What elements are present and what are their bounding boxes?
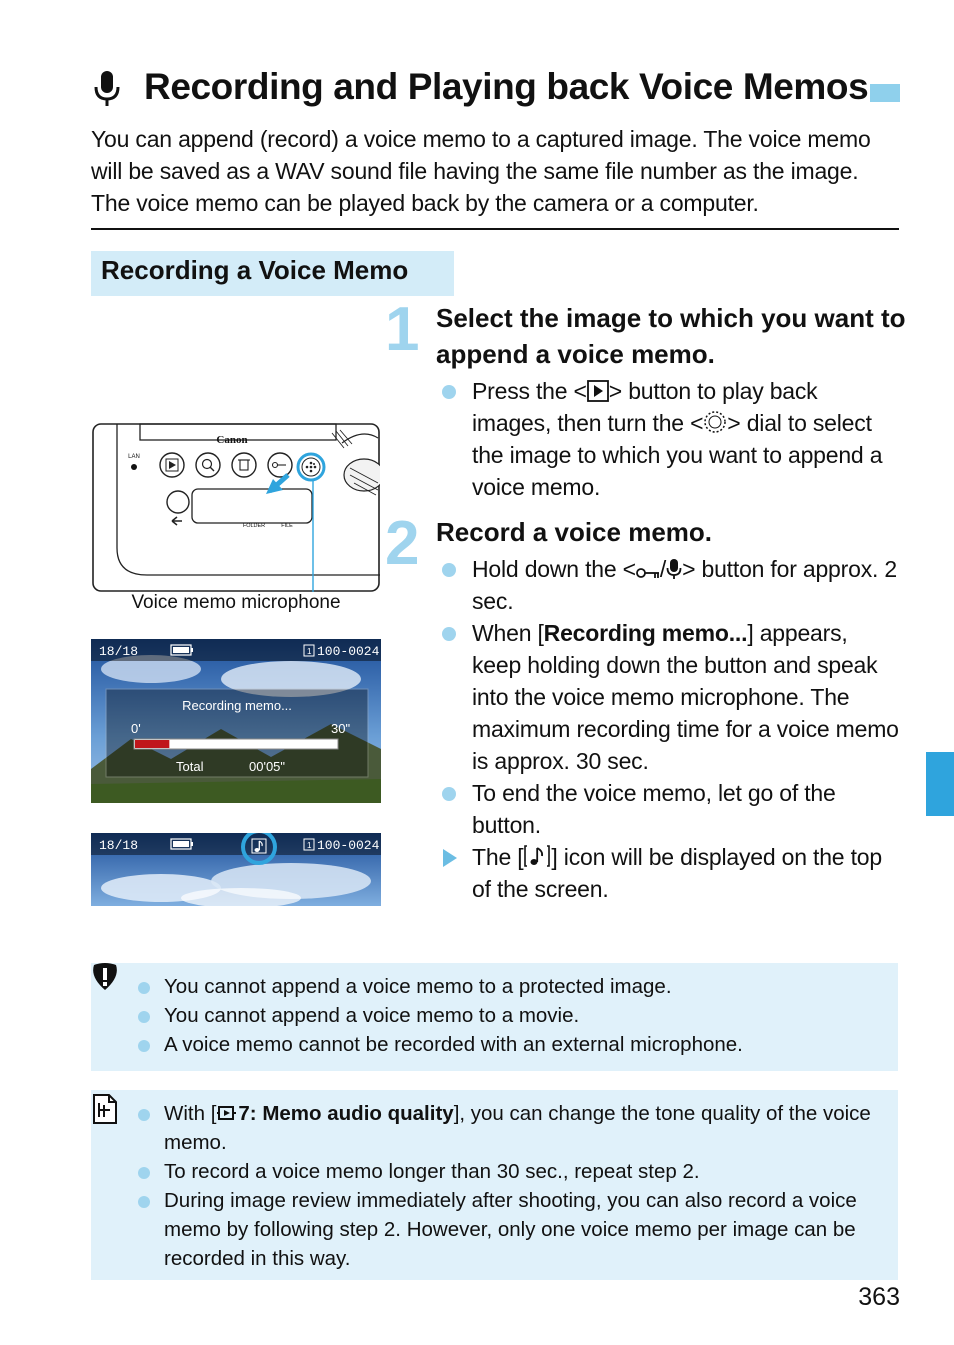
bullet-dot-icon — [138, 982, 150, 994]
folder-label: FOLDER — [242, 523, 266, 529]
quick-control-dial-icon — [703, 410, 727, 434]
recording-dialog-title: Recording memo... — [182, 698, 292, 713]
microphone-icon — [666, 558, 682, 580]
playback-button-icon — [587, 380, 609, 402]
protect-key-icon — [636, 566, 660, 580]
bullet-dot-icon — [138, 1109, 150, 1121]
bullet-dot-icon — [138, 1040, 150, 1052]
page-number: 363 — [858, 1283, 900, 1311]
intro-paragraph: You can append (record) a voice memo to a captured image. The voice memo will be saved as a WAV sound file having the same file number as the image. The voice memo can be played back by the camera or a computer. — [91, 126, 871, 216]
bullet-dot-icon — [138, 1196, 150, 1208]
step-2-number: 2 — [385, 509, 420, 578]
list-item: The [ ] icon will be displayed on the top of the screen. — [440, 841, 900, 905]
list-item: With [ 7: Memo audio quality], you can change the tone quality of the voice memo. — [135, 1099, 885, 1157]
chapter-tab — [926, 752, 954, 816]
section-heading — [91, 251, 454, 296]
caution-icon — [90, 963, 120, 991]
lan-label: LAN — [128, 454, 140, 460]
step-1-number: 1 — [385, 295, 420, 364]
frame-counter: 18/18 — [99, 838, 139, 853]
page-title-row — [92, 64, 902, 114]
page-title: Recording and Playing back Voice Memos — [144, 66, 869, 107]
list-item: You cannot append a voice memo to a protected image. — [135, 972, 885, 1001]
caution-list — [135, 972, 885, 1059]
bullet-dot-icon — [442, 385, 456, 399]
svg-text:1: 1 — [307, 647, 312, 656]
svg-text:1: 1 — [307, 841, 312, 850]
recording-screen-image — [91, 639, 381, 803]
list-item: You cannot append a voice memo to a movie. — [135, 1001, 885, 1030]
recording-start-label: 0' — [131, 721, 141, 736]
total-label: Total — [176, 759, 204, 774]
step-2-bullets — [440, 553, 900, 905]
total-value: 00'05" — [249, 759, 286, 774]
playback-menu-icon — [216, 1103, 238, 1123]
bullet-dot-icon — [442, 627, 456, 641]
list-item: To end the voice memo, let go of the button. — [440, 777, 900, 841]
list-item: During image review immediately after shooting, you can also record a voice memo by following step 2. However, only one voice memo per image can be recorded in this way. — [135, 1186, 885, 1273]
bullet-dot-icon — [442, 787, 456, 801]
list-item: To record a voice memo longer than 30 sec., repeat step 2. — [135, 1157, 885, 1186]
bullet-dot-icon — [138, 1167, 150, 1179]
voice-memo-indicator-icon — [523, 844, 551, 868]
step-1-bullets — [440, 375, 900, 503]
recording-progress-fill — [135, 740, 169, 748]
bullet-dot-icon — [138, 1011, 150, 1023]
info-note-box — [91, 1090, 898, 1280]
result-arrow-icon — [443, 849, 457, 867]
title-accent-bar — [870, 84, 900, 102]
camera-back-illustration — [92, 423, 380, 592]
frame-counter: 18/18 — [99, 644, 139, 659]
step-1-title: Select the image to which you want to append a voice memo. — [436, 303, 906, 369]
caution-note-box — [91, 963, 898, 1071]
file-number: 100-0024 — [317, 644, 380, 659]
microphone-icon — [92, 70, 122, 108]
bullet-dot-icon — [442, 563, 456, 577]
section-heading-text: Recording a Voice Memo — [101, 255, 409, 285]
list-item: When [Recording memo...] appears, keep holding down the button and speak into the voice memo microphone. The maximum recording time for a voice memo is approx. 30 sec. — [440, 617, 900, 777]
recording-end-label: 30" — [331, 721, 351, 736]
voice-memo-indicator-screen-image — [91, 833, 381, 906]
list-item: A voice memo cannot be recorded with an external microphone. — [135, 1030, 885, 1059]
memo-icon — [92, 1093, 118, 1125]
step-2-title: Record a voice memo. — [436, 517, 712, 547]
file-label: FILE — [281, 523, 293, 529]
file-number: 100-0024 — [317, 838, 380, 853]
camera-brand-label: Canon — [216, 434, 248, 446]
list-item: Press the < > button to play back images, then turn the < > dial to select the image to which you want to append a voice memo. — [440, 375, 900, 503]
divider — [91, 228, 899, 230]
info-list — [135, 1099, 885, 1273]
list-item: Hold down the < / > button for approx. 2 sec. — [440, 553, 900, 617]
figure-caption: Voice memo microphone — [131, 592, 341, 613]
